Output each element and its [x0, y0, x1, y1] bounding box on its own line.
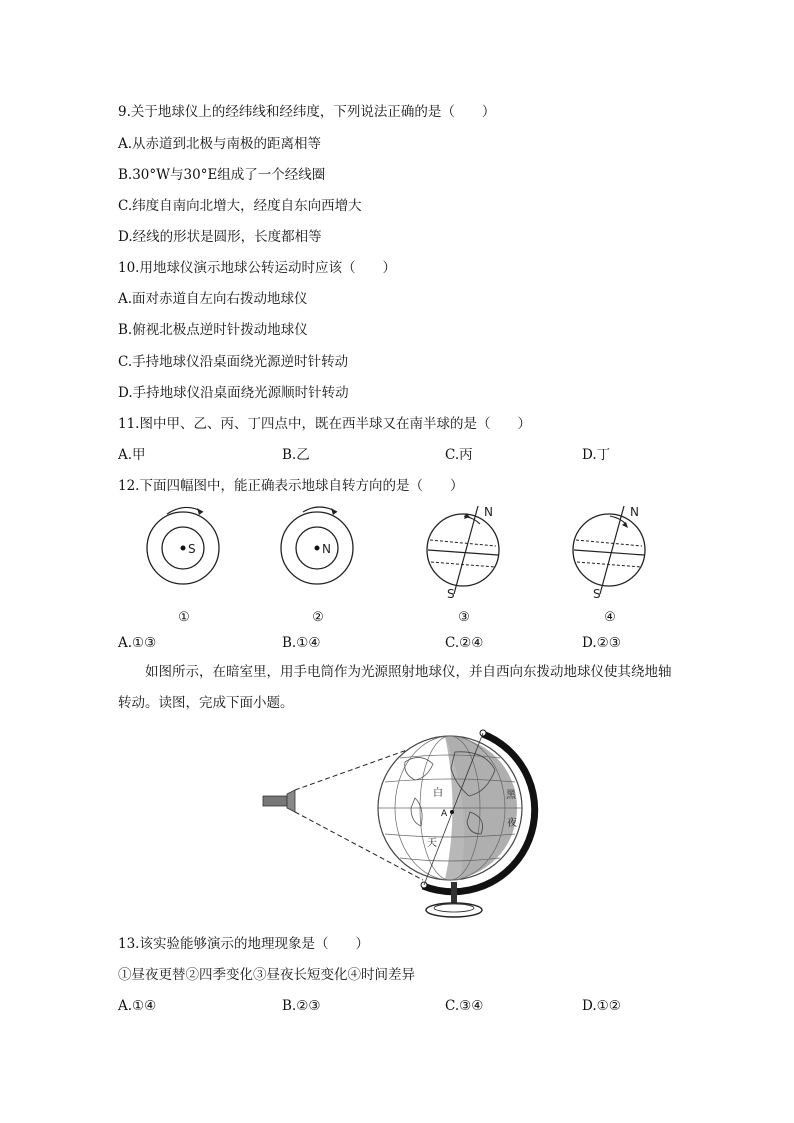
pole-label-n: N — [630, 505, 639, 519]
q9-option-a: A.从赤道到北极与南极的距离相等 — [118, 136, 322, 152]
q13-option-c: C.③④ — [445, 998, 484, 1014]
q12-caption-2: ② — [312, 610, 324, 625]
q10-option-a: A.面对赤道自左向右拨动地球仪 — [118, 291, 308, 307]
pole-label-s: S — [593, 587, 601, 601]
q11-stem: 11.图中甲、乙、丙、丁四点中，既在西半球又在南半球的是（ ） — [118, 416, 531, 432]
q12-figure-3 — [420, 498, 510, 603]
q9-option-d: D.经线的形状是圆形，长度都相等 — [118, 229, 322, 245]
flashlight-icon — [263, 796, 287, 806]
q13-option-a: A.①④ — [118, 998, 157, 1014]
point-a-label: A — [441, 809, 448, 819]
q11-option-b: B.乙 — [282, 447, 310, 463]
q11-option-a: A.甲 — [118, 447, 146, 463]
q12-stem: 12.下面四幅图中，能正确表示地球自转方向的是（ ） — [118, 478, 464, 494]
pole-label-n: N — [322, 542, 331, 556]
q13-option-d: D.①② — [582, 998, 621, 1014]
q10-stem: 10.用地球仪演示地球公转运动时应该（ ） — [118, 260, 396, 276]
q11-option-c: C.丙 — [445, 447, 473, 463]
q10-option-c: C.手持地球仪沿桌面绕光源逆时针转动 — [118, 354, 349, 370]
q12-figure-4 — [566, 498, 656, 603]
q12-option-a: A.①③ — [118, 635, 157, 651]
q13-option-b: B.②③ — [282, 998, 321, 1014]
q10-option-b: B.俯视北极点逆时针拨动地球仪 — [118, 322, 308, 338]
passage — [118, 657, 678, 719]
pole-dot-icon — [315, 546, 320, 551]
q11-option-d: D.丁 — [582, 447, 611, 463]
pole-label-s: S — [188, 542, 196, 556]
q12-option-b: B.①④ — [282, 635, 321, 651]
pole-dot-icon — [181, 546, 186, 551]
pole-label-s: S — [447, 587, 455, 601]
pole-label-n: N — [484, 505, 493, 519]
day-label-2: 天 — [427, 838, 437, 849]
q13-sub: ①昼夜更替②四季变化③昼夜长短变化④时间差异 — [118, 967, 415, 983]
q12-caption-4: ④ — [604, 610, 616, 625]
q12-figure-2 — [279, 498, 359, 588]
q9-option-c: C.纬度自南向北增大，经度自东向西增大 — [118, 198, 362, 214]
q12-option-d: D.②③ — [582, 635, 621, 651]
q9-stem: 9.关于地球仪上的经纬线和经纬度，下列说法正确的是（ ） — [118, 104, 496, 120]
q13-stem: 13.该实验能够演示的地理现象是（ ） — [118, 936, 369, 952]
day-label-1: 白 — [433, 788, 443, 799]
q10-option-d: D.手持地球仪沿桌面绕光源顺时针转动 — [118, 385, 349, 401]
q9-option-b: B.30°W与30°E组成了一个经线圈 — [118, 167, 326, 183]
q12-option-c: C.②④ — [445, 635, 484, 651]
q12-caption-3: ③ — [458, 610, 470, 625]
q12-figure-1 — [145, 498, 225, 588]
point-a-dot-icon — [450, 810, 454, 814]
passage-text: 如图所示，在暗室里，用手电筒作为光源照射地球仪，并自西向东拨动地球仪使其绕地轴转动。读图，完成下面小题。 — [118, 664, 672, 711]
globe-figure — [255, 722, 545, 922]
night-label-2: 夜 — [507, 818, 517, 829]
q12-caption-1: ① — [178, 610, 190, 625]
night-label-1: 黑 — [506, 790, 516, 801]
